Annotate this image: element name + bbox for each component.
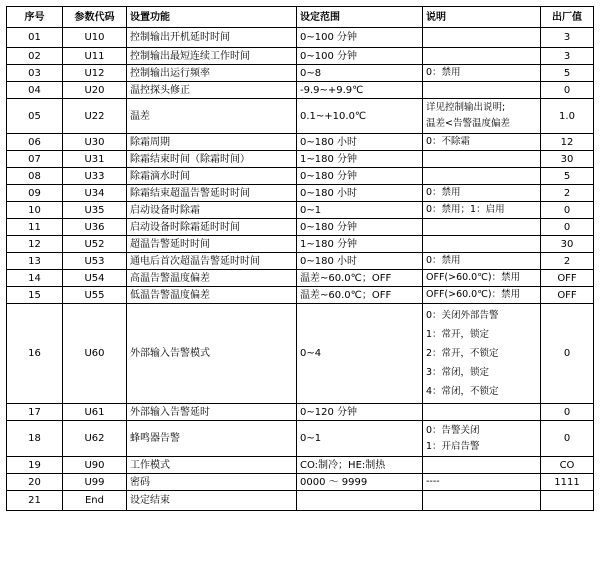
cell-default — [541, 491, 594, 511]
cell-range: 0~120 分钟 — [297, 404, 423, 421]
cell-default: CO — [541, 457, 594, 474]
cell-default: 0 — [541, 404, 594, 421]
cell-code: U90 — [63, 457, 127, 474]
cell-function: 低温告警温度偏差 — [127, 287, 297, 304]
cell-no: 04 — [7, 82, 63, 99]
table-row — [7, 168, 594, 185]
cell-function: 控制输出最短连续工作时间 — [127, 48, 297, 65]
description-line: 详见控制输出说明; — [426, 102, 506, 113]
cell-range: 0~180 小时 — [297, 253, 423, 270]
cell-range: 0~100 分钟 — [297, 48, 423, 65]
cell-code: U55 — [63, 287, 127, 304]
cell-no: 03 — [7, 65, 63, 82]
cell-code: U20 — [63, 82, 127, 99]
table-row — [7, 457, 594, 474]
cell-no: 16 — [7, 304, 63, 404]
cell-code: U54 — [63, 270, 127, 287]
description-line: OFF(>60.0℃)：禁用 — [426, 272, 521, 283]
cell-code: U53 — [63, 253, 127, 270]
cell-range: 0~1 — [297, 202, 423, 219]
cell-description — [423, 421, 541, 457]
cell-function: 除霜结束超温告警延时时间 — [127, 185, 297, 202]
table-row — [7, 48, 594, 65]
cell-description — [423, 151, 541, 168]
cell-code: U62 — [63, 421, 127, 457]
header-code: 参数代码 — [63, 7, 127, 28]
cell-function: 启动设备时除霜 — [127, 202, 297, 219]
description-line: 0：关闭外部告警 — [426, 310, 499, 321]
cell-description — [423, 168, 541, 185]
cell-function: 蜂鸣器告警 — [127, 421, 297, 457]
cell-no: 17 — [7, 404, 63, 421]
cell-default: 0 — [541, 219, 594, 236]
description-line: 0：禁用 — [426, 255, 461, 266]
cell-no: 20 — [7, 474, 63, 491]
cell-default: 0 — [541, 202, 594, 219]
table-row — [7, 304, 594, 404]
cell-default: 0 — [541, 304, 594, 404]
cell-default: 5 — [541, 168, 594, 185]
cell-code: End — [63, 491, 127, 511]
cell-default: 5 — [541, 65, 594, 82]
table-row — [7, 287, 594, 304]
description-line: 0：告警关闭 — [426, 424, 480, 436]
cell-no: 09 — [7, 185, 63, 202]
table-row — [7, 202, 594, 219]
cell-no: 19 — [7, 457, 63, 474]
cell-range: -9.9~+9.9℃ — [297, 82, 423, 99]
cell-default: OFF — [541, 270, 594, 287]
table-row — [7, 134, 594, 151]
cell-function: 通电后首次超温告警延时时间 — [127, 253, 297, 270]
cell-code: U36 — [63, 219, 127, 236]
cell-description — [423, 48, 541, 65]
table-row — [7, 28, 594, 48]
cell-default: 0 — [541, 82, 594, 99]
cell-no: 08 — [7, 168, 63, 185]
cell-no: 05 — [7, 99, 63, 134]
table-row — [7, 491, 594, 511]
table-row — [7, 219, 594, 236]
description-line: 1：开启告警 — [426, 440, 480, 452]
cell-default: 3 — [541, 48, 594, 65]
table-row — [7, 236, 594, 253]
cell-function: 温控探头修正 — [127, 82, 297, 99]
table-body — [7, 28, 594, 511]
cell-default: 1.0 — [541, 99, 594, 134]
cell-function: 控制输出运行频率 — [127, 65, 297, 82]
cell-function: 工作模式 — [127, 457, 297, 474]
cell-no: 01 — [7, 28, 63, 48]
description-line: 0：禁用 — [426, 187, 461, 198]
cell-function: 除霜滴水时间 — [127, 168, 297, 185]
cell-range: 0~180 分钟 — [297, 168, 423, 185]
cell-description — [423, 474, 541, 491]
description-line: 温差<告警温度偏差 — [426, 118, 510, 129]
cell-code: U52 — [63, 236, 127, 253]
cell-function: 外部输入告警模式 — [127, 304, 297, 404]
cell-range: 0~1 — [297, 421, 423, 457]
description-line: ---- — [426, 476, 440, 487]
header-default: 出厂值 — [541, 7, 594, 28]
cell-function: 超温告警延时时间 — [127, 236, 297, 253]
cell-function: 启动设备时除霜延时时间 — [127, 219, 297, 236]
table-row — [7, 253, 594, 270]
cell-range: 温差~60.0℃；OFF — [297, 287, 423, 304]
cell-no: 13 — [7, 253, 63, 270]
description-line: 0：不除霜 — [426, 136, 471, 147]
cell-description — [423, 404, 541, 421]
parameter-table-container — [6, 6, 594, 511]
cell-description — [423, 65, 541, 82]
cell-no: 06 — [7, 134, 63, 151]
cell-default: OFF — [541, 287, 594, 304]
cell-function: 密码 — [127, 474, 297, 491]
cell-no: 12 — [7, 236, 63, 253]
cell-no: 02 — [7, 48, 63, 65]
cell-no: 10 — [7, 202, 63, 219]
cell-function: 除霜结束时间（除霜时间） — [127, 151, 297, 168]
header-function: 设置功能 — [127, 7, 297, 28]
table-row — [7, 65, 594, 82]
cell-range: CO:制冷；HE:制热 — [297, 457, 423, 474]
header-range: 设定范围 — [297, 7, 423, 28]
cell-no: 07 — [7, 151, 63, 168]
cell-function: 除霜周期 — [127, 134, 297, 151]
cell-range — [297, 491, 423, 511]
cell-range: 0~180 小时 — [297, 134, 423, 151]
header-no: 序号 — [7, 7, 63, 28]
cell-range: 0000 ～ 9999 — [297, 474, 423, 491]
cell-description — [423, 219, 541, 236]
description-line: 4：常闭，不锁定 — [426, 386, 499, 397]
cell-description — [423, 253, 541, 270]
cell-description — [423, 491, 541, 511]
cell-range: 0.1~+10.0℃ — [297, 99, 423, 134]
cell-description — [423, 82, 541, 99]
cell-range: 0~4 — [297, 304, 423, 404]
parameter-table — [6, 6, 594, 511]
description-line: OFF(>60.0℃)：禁用 — [426, 289, 521, 300]
cell-function: 高温告警温度偏差 — [127, 270, 297, 287]
cell-no: 18 — [7, 421, 63, 457]
cell-no: 14 — [7, 270, 63, 287]
cell-no: 15 — [7, 287, 63, 304]
cell-range: 0~180 分钟 — [297, 219, 423, 236]
cell-default: 2 — [541, 185, 594, 202]
cell-function: 控制输出开机延时时间 — [127, 28, 297, 48]
cell-default: 0 — [541, 421, 594, 457]
cell-range: 0~100 分钟 — [297, 28, 423, 48]
description-line: 3：常闭，锁定 — [426, 367, 490, 378]
cell-default: 30 — [541, 151, 594, 168]
cell-default: 3 — [541, 28, 594, 48]
table-row — [7, 99, 594, 134]
cell-range: 温差~60.0℃；OFF — [297, 270, 423, 287]
table-row — [7, 270, 594, 287]
cell-code: U99 — [63, 474, 127, 491]
cell-code: U12 — [63, 65, 127, 82]
cell-description — [423, 28, 541, 48]
table-row — [7, 185, 594, 202]
cell-range: 0~180 小时 — [297, 185, 423, 202]
cell-description — [423, 134, 541, 151]
table-row — [7, 404, 594, 421]
cell-code: U22 — [63, 99, 127, 134]
table-header-row — [7, 7, 594, 28]
cell-code: U33 — [63, 168, 127, 185]
table-row — [7, 421, 594, 457]
cell-description — [423, 202, 541, 219]
cell-function: 外部输入告警延时 — [127, 404, 297, 421]
cell-range: 1~180 分钟 — [297, 236, 423, 253]
cell-description — [423, 270, 541, 287]
table-row — [7, 82, 594, 99]
cell-code: U60 — [63, 304, 127, 404]
cell-description — [423, 185, 541, 202]
description-line: 0：禁用；1：启用 — [426, 204, 505, 215]
description-line: 0：禁用 — [426, 67, 461, 78]
description-line: 2：常开，不锁定 — [426, 348, 499, 359]
cell-default: 12 — [541, 134, 594, 151]
cell-description — [423, 304, 541, 404]
cell-default: 1111 — [541, 474, 594, 491]
cell-code: U35 — [63, 202, 127, 219]
table-row — [7, 151, 594, 168]
cell-function: 温差 — [127, 99, 297, 134]
cell-code: U10 — [63, 28, 127, 48]
cell-no: 21 — [7, 491, 63, 511]
cell-default: 30 — [541, 236, 594, 253]
cell-code: U31 — [63, 151, 127, 168]
cell-range: 0~8 — [297, 65, 423, 82]
cell-no: 11 — [7, 219, 63, 236]
cell-code: U11 — [63, 48, 127, 65]
cell-code: U34 — [63, 185, 127, 202]
cell-default: 2 — [541, 253, 594, 270]
description-line: 1：常开，锁定 — [426, 329, 490, 340]
cell-code: U61 — [63, 404, 127, 421]
table-row — [7, 474, 594, 491]
cell-range: 1~180 分钟 — [297, 151, 423, 168]
header-description: 说明 — [423, 7, 541, 28]
cell-description — [423, 236, 541, 253]
cell-description — [423, 287, 541, 304]
cell-code: U30 — [63, 134, 127, 151]
cell-description — [423, 99, 541, 134]
cell-function: 设定结束 — [127, 491, 297, 511]
cell-description — [423, 457, 541, 474]
